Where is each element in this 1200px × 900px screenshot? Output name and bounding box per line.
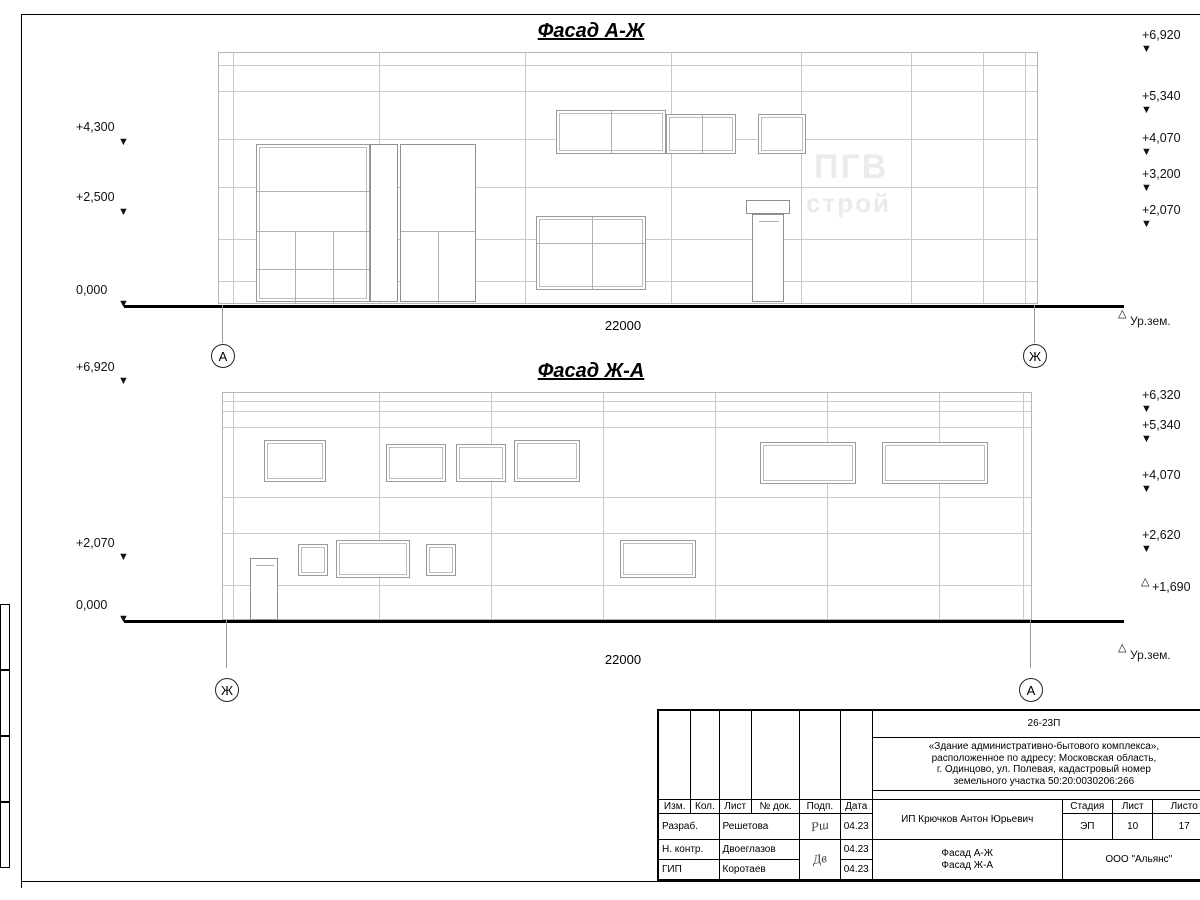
logo-text-line1: ПГВ (814, 148, 889, 186)
level-arrow-bottom-right-2: ▼ (1141, 433, 1152, 445)
level-arrow-bottom-right-4: ▼ (1141, 543, 1152, 555)
stage-value: ЭП (1062, 814, 1112, 840)
level-bottom-right-5: +1,690 (1152, 580, 1191, 594)
sheets-header: Листо (1153, 800, 1200, 814)
ground-line-top (124, 305, 1124, 308)
side-entrance-door (752, 214, 784, 302)
window-lower-center (536, 216, 646, 290)
entrance-door-leaf-1 (370, 144, 398, 302)
window-top-center-3 (758, 114, 806, 154)
col-header-data: Дата (840, 800, 872, 814)
date-norm-control: 04.23 (840, 840, 872, 860)
date-gip: 04.23 (840, 860, 872, 880)
level-arrow-top-left-2: ▼ (118, 206, 129, 218)
window-bottom-upper-1 (264, 440, 326, 482)
level-arrow-bottom-left-2: ▼ (118, 551, 129, 563)
window-top-center-1 (556, 110, 666, 154)
signature-norm-control: Дв (800, 840, 840, 880)
window-bottom-upper-4 (514, 440, 580, 482)
entrance-door-leaf-2 (400, 144, 476, 302)
col-header-doc: № док. (751, 800, 799, 814)
storefront-glazing-left (256, 144, 370, 302)
role-gip: ГИП (659, 860, 720, 880)
object-description-line-1: «Здание административно-бытового комплекса», (928, 741, 1160, 752)
building-outline-bottom (222, 392, 1032, 620)
sheets-value: 17 (1153, 814, 1200, 840)
door-canopy (746, 200, 790, 214)
ground-level-arrow-top: △ (1118, 308, 1127, 320)
level-arrow-top-right-2: ▼ (1141, 104, 1152, 116)
ground-level-label-top: Ур.зем. (1130, 314, 1171, 328)
facade-bottom-drawing (222, 392, 1032, 620)
object-description (872, 738, 1200, 791)
object-description-line-4: земельного участка 50:20:0030206:266 (953, 775, 1135, 787)
level-arrow-top-left-1: ▼ (118, 136, 129, 148)
customer-name: ИП Крючков Антон Юрьевич (872, 800, 1062, 840)
window-bottom-lower-3 (426, 544, 456, 576)
axis-marker-bottom-left: Ж (215, 678, 239, 702)
col-header-izm: Изм. (659, 800, 691, 814)
level-arrow-top-right-5: ▼ (1141, 218, 1152, 230)
sheet-border-bottom (21, 881, 1200, 882)
ground-line-bottom (124, 620, 1124, 623)
level-arrow-bottom-right-3: ▼ (1141, 483, 1152, 495)
level-top-left-1: +4,300 (76, 120, 115, 134)
level-bottom-right-1: +6,320 (1142, 388, 1181, 402)
level-arrow-bottom-right-5: △ (1141, 576, 1150, 588)
level-arrow-bottom-left-1: ▼ (118, 375, 129, 387)
sheet-frame-cell-1 (0, 604, 10, 670)
dimension-bottom: 22000 (604, 652, 642, 667)
window-bottom-lower-2 (336, 540, 410, 578)
window-bottom-lower-4 (620, 540, 696, 578)
title-block (657, 709, 1200, 881)
role-norm-control: Н. контр. (659, 840, 720, 860)
window-bottom-upper-6 (882, 442, 988, 484)
level-bottom-left-2: +2,070 (76, 536, 115, 550)
level-top-left-2: +2,500 (76, 190, 115, 204)
name-gip: Коротаев (719, 860, 800, 880)
drawing-title-line-2: Фасад Ж-А (941, 859, 993, 871)
level-top-left-3: 0,000 (76, 283, 108, 297)
level-arrow-top-right-3: ▼ (1141, 146, 1152, 158)
col-header-kol: Кол. (691, 800, 719, 814)
level-top-right-2: +5,340 (1142, 89, 1181, 103)
level-arrow-top-left-3: ▼ (118, 298, 129, 310)
window-bottom-upper-3 (456, 444, 506, 482)
project-code: 26-23П (872, 711, 1200, 738)
drawing-title (872, 840, 1062, 880)
level-arrow-bottom-left-3: ▼ (118, 613, 129, 625)
sheet-frame-cell-4 (0, 802, 10, 868)
level-arrow-top-right-4: ▼ (1141, 182, 1152, 194)
object-description-line-3: г. Одинцово, ул. Полевая, кадастровый номер (936, 764, 1151, 775)
sheet-border-left (21, 14, 22, 888)
sheet-frame-cell-3 (0, 736, 10, 802)
level-arrow-bottom-right-1: ▼ (1141, 403, 1152, 415)
col-header-podp: Подп. (800, 800, 840, 814)
ground-level-arrow-bottom: △ (1118, 642, 1127, 654)
sheet-value: 10 (1113, 814, 1153, 840)
dimension-top: 22000 (604, 318, 642, 333)
logo-text-line2: строй (806, 188, 891, 218)
level-bottom-left-3: 0,000 (76, 598, 108, 612)
name-norm-control: Двоеглазов (719, 840, 800, 860)
role-developer: Разраб. (659, 814, 720, 840)
facade-top-title: Фасад А-Ж (537, 20, 645, 42)
title-block-table (658, 710, 1200, 880)
signature-developer: Рш (800, 814, 840, 840)
drawing-title-line-1: Фасад А-Ж (941, 848, 993, 859)
axis-marker-top-left: А (211, 344, 235, 368)
window-top-center-2 (666, 114, 736, 154)
axis-marker-top-right: Ж (1023, 344, 1047, 368)
window-bottom-lower-1 (298, 544, 328, 576)
axis-marker-bottom-right: А (1019, 678, 1043, 702)
level-arrow-top-right-1: ▼ (1141, 43, 1152, 55)
object-description-line-2: расположенное по адресу: Московская область, (931, 752, 1157, 764)
window-bottom-upper-5 (760, 442, 856, 484)
facade-top-drawing (218, 52, 1038, 304)
date-developer: 04.23 (840, 814, 872, 840)
door-bottom-facade (250, 558, 278, 620)
level-top-right-4: +3,200 (1142, 167, 1181, 181)
level-bottom-right-4: +2,620 (1142, 528, 1181, 542)
col-header-list: Лист (719, 800, 751, 814)
level-bottom-right-2: +5,340 (1142, 418, 1181, 432)
level-top-right-1: +6,920 (1142, 28, 1181, 42)
level-bottom-left-1: +6,920 (76, 360, 115, 374)
window-bottom-upper-2 (386, 444, 446, 482)
level-bottom-right-3: +4,070 (1142, 468, 1181, 482)
sheet-header: Лист (1113, 800, 1153, 814)
ground-level-label-bottom: Ур.зем. (1130, 648, 1171, 662)
level-top-right-5: +2,070 (1142, 203, 1181, 217)
sheet-frame-cell-2 (0, 670, 10, 736)
stage-header: Стадия (1062, 800, 1112, 814)
sheet-border-top (21, 14, 1200, 15)
organization-name: ООО "Альянс" (1062, 840, 1200, 880)
name-developer: Решетова (719, 814, 800, 840)
level-top-right-3: +4,070 (1142, 131, 1181, 145)
facade-bottom-title: Фасад Ж-А (537, 360, 645, 382)
